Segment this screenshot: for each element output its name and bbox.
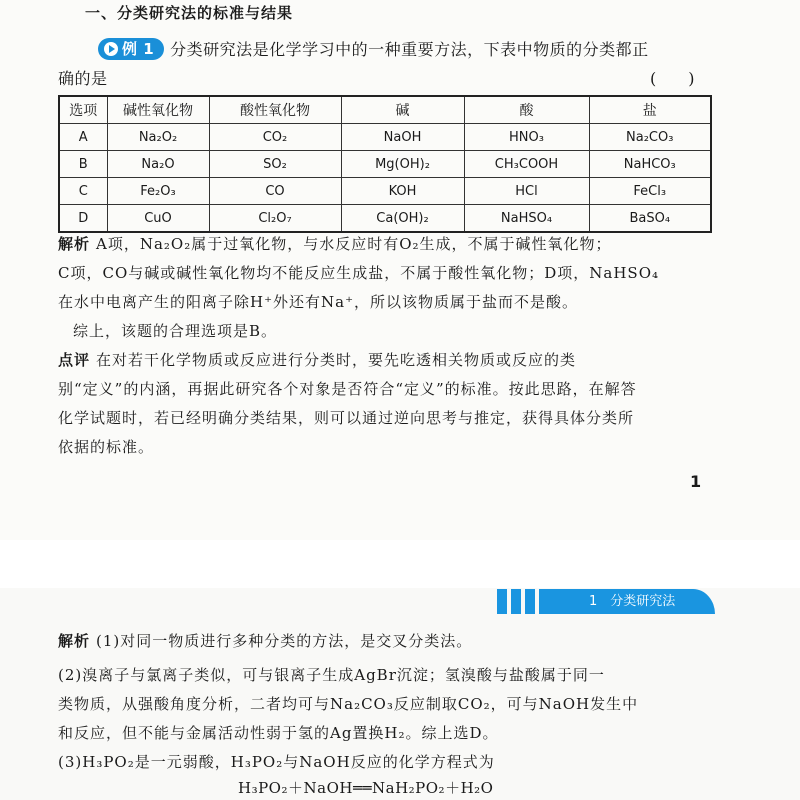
example-question-line1 — [98, 37, 710, 60]
table-cell: Ca(OH)₂ — [341, 205, 464, 233]
analysis-conclusion: 综上，该题的合理选项是B。 — [73, 322, 278, 340]
table-row — [59, 205, 711, 233]
table-cell: CO₂ — [209, 124, 341, 151]
table-cell: SO₂ — [209, 151, 341, 178]
classification-table — [58, 95, 712, 233]
table-header-cell: 酸性氧化物 — [209, 96, 341, 124]
analysis-line-2: C项，CO与碱或碱性氧化物均不能反应生成盐，不属于酸性氧化物；D项，NaHSO₄ — [58, 264, 660, 282]
table-cell: CH₃COOH — [464, 151, 589, 178]
table-cell: CO — [209, 178, 341, 205]
analysis-line-1 — [58, 230, 713, 259]
header-block — [497, 589, 507, 614]
table-header-cell: 盐 — [589, 96, 711, 124]
chapter-header — [539, 589, 715, 614]
table-cell: Na₂O₂ — [107, 124, 209, 151]
header-block — [511, 589, 521, 614]
table-row — [59, 124, 711, 151]
table-cell: C — [59, 178, 107, 205]
table-cell: NaHCO₃ — [589, 151, 711, 178]
table-header-row — [59, 96, 711, 124]
table-cell: B — [59, 151, 107, 178]
chapter-header-text: 1 分类研究法 — [589, 594, 676, 609]
table-cell: Na₂O — [107, 151, 209, 178]
analysis-label: 解析 — [58, 235, 91, 253]
table-cell: Cl₂O₇ — [209, 205, 341, 233]
table-header-cell: 碱 — [341, 96, 464, 124]
page-gap — [0, 540, 800, 590]
comment-line-3: 化学试题时，若已经明确分类结果，则可以通过逆向思考与推定，获得具体分类所 — [58, 409, 635, 427]
comment-label: 点评 — [58, 351, 91, 369]
analysis-line-3: 在水中电离产生的阳离子除H⁺外还有Na⁺，所以该物质属于盐而不是酸。 — [58, 293, 578, 311]
chapter-header-bar — [497, 589, 715, 614]
comment-text: 在对若干化学物质或反应进行分类时，要先吃透相关物质或反应的类 — [96, 351, 577, 369]
table-cell: NaOH — [341, 124, 464, 151]
analysis-text: A项，Na₂O₂属于过氧化物，与水反应时有O₂生成，不属于碱性氧化物； — [96, 235, 612, 253]
table-header-cell: 碱性氧化物 — [107, 96, 209, 124]
table-cell: BaSO₄ — [589, 205, 711, 233]
table-cell: KOH — [341, 178, 464, 205]
section-title: 一、分类研究法的标准与结果 — [85, 4, 294, 22]
comment-line-1 — [58, 346, 713, 375]
table-cell: D — [59, 205, 107, 233]
next-analysis-label: 解析 — [58, 632, 91, 650]
play-icon — [104, 42, 118, 56]
next-analysis-line-1 — [58, 627, 713, 656]
table-cell: HCl — [464, 178, 589, 205]
table-cell: HNO₃ — [464, 124, 589, 151]
example-question-line2: 确的是 — [58, 69, 108, 88]
header-block — [525, 589, 535, 614]
table-cell: Mg(OH)₂ — [341, 151, 464, 178]
example-question-text: 分类研究法是化学学习中的一种重要方法，下表中物质的分类都正 — [170, 40, 649, 59]
example-badge — [98, 38, 164, 60]
example-badge-label: 例 1 — [122, 40, 155, 58]
table-row — [59, 151, 711, 178]
table-cell: Fe₂O₃ — [107, 178, 209, 205]
comment-line-4: 依据的标准。 — [58, 438, 155, 456]
table-header-cell: 酸 — [464, 96, 589, 124]
table-cell: FeCl₃ — [589, 178, 711, 205]
answer-parenthesis: ( ) — [650, 69, 695, 88]
chemical-equation: H₃PO₂＋NaOH══NaH₂PO₂＋H₂O — [238, 779, 494, 797]
table-cell: CuO — [107, 205, 209, 233]
table-row — [59, 178, 711, 205]
comment-line-2: 别“定义”的内涵，再据此研究各个对象是否符合“定义”的标准。按此思路，在解答 — [58, 380, 637, 398]
next-analysis-line-4: 和反应，但不能与金属活动性弱于氢的Ag置换H₂。综上选D。 — [58, 724, 499, 742]
next-analysis-line-3: 类物质，从强酸角度分析，二者均可与Na₂CO₃反应制取CO₂，可与NaOH发生中 — [58, 695, 639, 713]
table-cell: NaHSO₄ — [464, 205, 589, 233]
page-number: 1 — [690, 472, 702, 491]
table-cell: A — [59, 124, 107, 151]
table-cell: Na₂CO₃ — [589, 124, 711, 151]
table-header-cell: 选项 — [59, 96, 107, 124]
next-analysis-line-2: (2)溴离子与氯离子类似，可与银离子生成AgBr沉淀；氢溴酸与盐酸属于同一 — [58, 666, 605, 684]
next-analysis-text: (1)对同一物质进行多种分类的方法，是交叉分类法。 — [96, 632, 473, 650]
next-analysis-line-5: (3)H₃PO₂是一元弱酸，H₃PO₂与NaOH反应的化学方程式为 — [58, 753, 495, 771]
